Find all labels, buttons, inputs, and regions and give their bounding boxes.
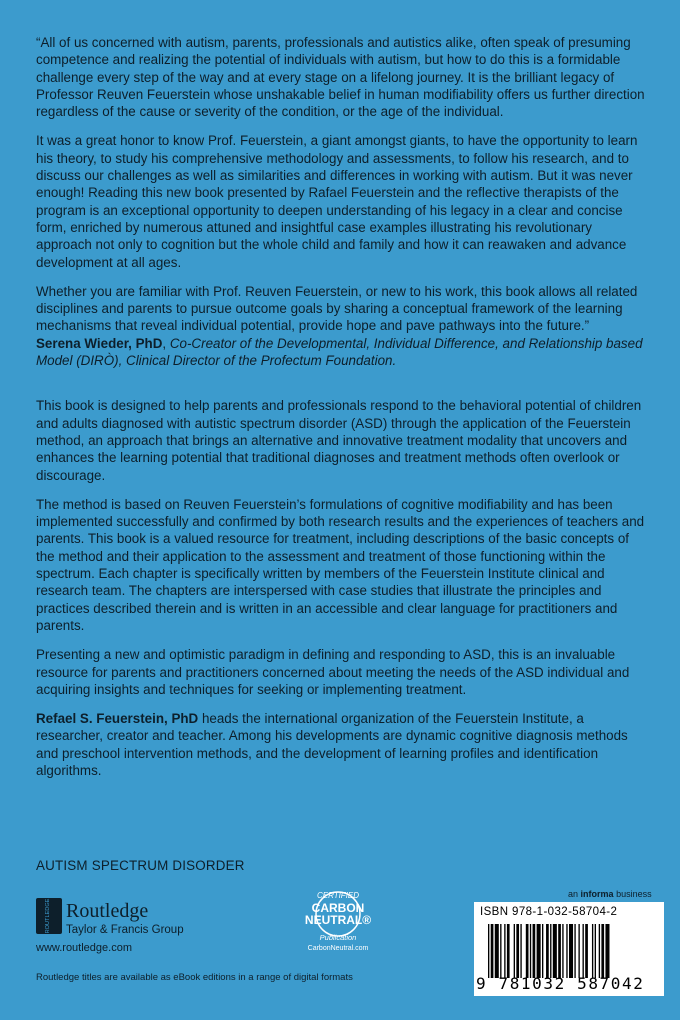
carbon-certified: CERTIFIED [316, 891, 360, 900]
reviewer-credit: Serena Wieder, PhD, Co-Creator of the Developmental, Individual Difference, and Relationship based Model (DIRÒ), Clinical Director of the Profectum Foundation. [36, 335, 643, 369]
informa-credit [568, 889, 652, 899]
barcode-bar [605, 924, 609, 978]
barcode-bar [533, 924, 536, 978]
author-bio [36, 710, 648, 779]
reviewer-name: Serena Wieder, PhD [36, 335, 163, 351]
barcode-bar [526, 924, 529, 978]
barcode-bar [566, 924, 567, 978]
barcode-bar [562, 924, 563, 978]
barcode-bar [530, 924, 531, 978]
barcode-bar [537, 924, 541, 978]
barcode-bar [595, 924, 596, 978]
barcode-bar [592, 924, 593, 978]
informa-name: informa [580, 889, 614, 899]
barcode-bar [542, 924, 543, 978]
author-bio-text: heads the international organization of the Feuerstein Institute, a researcher, creator and teacher. Among his developments are dynamic cognitive diagnosis methods and preschool intervention methods, and the development of learning profiles and identification algorithms. [36, 711, 628, 778]
carbon-url: CarbonNeutral.com [307, 945, 369, 952]
barcode-bar [507, 924, 510, 978]
publisher-logo [36, 898, 236, 958]
description-paragraph-3: Presenting a new and optimistic paradigm in defining and responding to ASD, this is an invaluable resource for parents and practitioners concerned about meeting the needs of the ASD individual and acquiring insights and techniques for seeking or implementing treatment. [36, 647, 630, 697]
back-cover-text [36, 34, 648, 791]
barcode-bar [546, 924, 549, 978]
barcode-bars [488, 924, 652, 978]
routledge-mark-text: ROUTLEDGE [45, 898, 51, 934]
isbn-barcode [474, 902, 664, 996]
carbon-publication: Publication [319, 933, 357, 942]
barcode-bar [574, 924, 575, 978]
barcode-bar [495, 924, 499, 978]
barcode-bar [569, 924, 573, 978]
barcode-bar [550, 924, 551, 978]
barcode-bar [520, 924, 521, 978]
routledge-mark-icon [36, 898, 62, 934]
isbn-number: ISBN 978-1-032-58704-2 [480, 906, 618, 918]
subject-category: AUTISM SPECTRUM DISORDER [36, 858, 245, 873]
reviewer-title: Co-Creator of the Developmental, Individual Difference, and Relationship based Model (DIRÒ), Clinical Director of the Profectum Foundation. [36, 335, 643, 369]
barcode-bar [514, 924, 515, 978]
quote-paragraph-1: “All of us concerned with autism, parents, professionals and autistics alike, often speak of presuming competence and realizing the potential of individuals with autism, but how to do this is a formidable challenge every step of the way and at every stage on a lifelong journey. It is the brilliant legacy of Professor Reuven Feuerstein whose unshakable belief in human modifiability offers us further direction regardless of the cause or severity of the condition, or the age of the individual. [36, 35, 645, 120]
informa-suffix: business [616, 889, 652, 899]
barcode-bar [491, 924, 494, 978]
barcode-bar [599, 924, 600, 978]
barcode-bar [500, 924, 501, 978]
barcode-bar [516, 924, 519, 978]
barcode-digits: 9 781032 587042 [476, 974, 645, 993]
barcode-bar [558, 924, 561, 978]
barcode-bar [585, 924, 588, 978]
barcode-bar [601, 924, 604, 978]
ebook-note: Routledge titles are available as eBook editions in a range of digital formats [36, 972, 353, 983]
informa-prefix: an [568, 889, 579, 899]
author-name: Refael S. Feuerstein, PhD [36, 711, 199, 727]
description-paragraph-2: The method is based on Reuven Feuerstein’s formulations of cognitive modifiability and has been implemented successfully and confirmed by both research results and the experiences of teachers and parents. This book is a valued resource for treatment, including descriptions of the basic concepts of the method and their application to the assessment and treatment of those functioning within the spectrum. Each chapter is specifically written by members of the Feuerstein Institute clinical and research team. The chapters are interspersed with case studies that illustrate the principles and practices described therein and is written in an accessible and clear language for practitioners and parents. [36, 496, 645, 633]
publisher-name: Routledge [66, 900, 149, 922]
carbon-neutral-badge [298, 888, 378, 958]
quote-paragraph-2: It was a great honor to know Prof. Feuerstein, a giant amongst giants, to have the opportunity to learn his theory, to study his comprehensive methodology and assessments, to follow his research, and to discuss our challenges as well as similarities and differences in working with autism. But it was never enough! Reading this new book presented by Rafael Feuerstein and the reflective therapists of the program is an exceptional opportunity to deepen understanding of his legacy in a clear and concise form, enriched by numerous attuned and insightful case examples illustrating his revolutionary approach not only to cognition but the whole child and family and how it can reawaken and advance development at all ages. [36, 133, 638, 270]
quote-paragraph-3: Whether you are familiar with Prof. Reuven Feuerstein, or new to his work, this book allows all related disciplines and parents to pursue outcome goals by sharing a conceptual framework of the learning mechanisms that reveal individual potential, provide hope and pave pathways into the future.” [36, 283, 638, 334]
publisher-group: Taylor & Francis Group [66, 924, 184, 936]
carbon-neutral-mark: CARBON NEUTRAL® [304, 901, 372, 927]
description-paragraph-1: This book is designed to help parents and professionals respond to the behavioral potential of children and adults diagnosed with autistic spectrum disorder (ASD) through the application of the Feuerstein method, an approach that brings an alternative and innovative treatment modality that uncovers and enhances the learning potential that traditional diagnoses and treatment methods often overlook or discourage. [36, 398, 642, 483]
barcode-bar [578, 924, 579, 978]
barcode-bar [504, 924, 505, 978]
barcode-bar [583, 924, 584, 978]
publisher-url: www.routledge.com [36, 942, 132, 954]
barcode-bar [553, 924, 557, 978]
barcode-bar [488, 924, 489, 978]
